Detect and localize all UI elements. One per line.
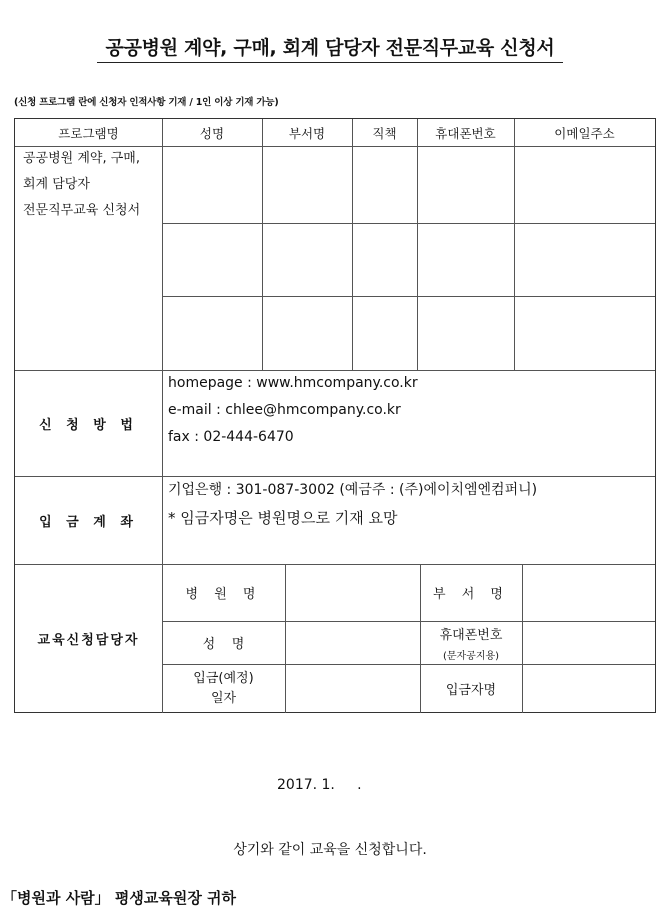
phone-label: 휴대폰번호 (439, 627, 503, 643)
applicant-3-name-field[interactable] (163, 297, 262, 370)
applicant-3-position-field[interactable] (353, 297, 417, 370)
title-underline (97, 62, 563, 63)
phone-field[interactable] (523, 622, 655, 664)
department-label: 부 서 명 (433, 587, 509, 602)
header-name: 성명 (199, 125, 225, 141)
applicant-2-phone-field[interactable] (418, 224, 514, 296)
program-name-line-3: 전문직무교육 신청서 (23, 203, 141, 218)
email-text: e-mail : chlee@hmcompany.co.kr (168, 402, 401, 418)
applicant-2-email-field[interactable] (515, 224, 655, 296)
header-program-name: 프로그램명 (58, 125, 119, 141)
applicant-1-name-field[interactable] (163, 147, 262, 223)
depositor-field[interactable] (523, 665, 655, 713)
homepage-text: homepage : www.hmcompany.co.kr (168, 375, 418, 391)
applicant-2-position-field[interactable] (353, 224, 417, 296)
name-label: 성 명 (202, 637, 245, 652)
apply-method-info (168, 370, 648, 476)
header-email: 이메일주소 (554, 125, 615, 141)
applicant-3-phone-field[interactable] (418, 297, 514, 370)
department-field[interactable] (523, 565, 655, 621)
header-phone: 휴대폰번호 (435, 125, 496, 141)
header-position: 직책 (372, 125, 397, 141)
depositor-label: 입금자명 (445, 683, 497, 698)
deposit-date-label-1: 입금(예정) (193, 670, 254, 686)
deposit-date-label-2: 일자 (210, 690, 237, 706)
hospital-name-label: 병 원 명 (185, 587, 262, 602)
deposit-date-field[interactable] (286, 665, 420, 713)
apply-method-label: 신 청 방 법 (39, 417, 138, 433)
name-field[interactable] (286, 622, 420, 664)
applicant-3-email-field[interactable] (515, 297, 655, 370)
application-date: 2017. 1. . (277, 777, 362, 793)
applicant-1-email-field[interactable] (515, 147, 655, 223)
deposit-remark-text: * 임금자명은 병원명으로 기재 요망 (168, 509, 398, 527)
form-note: (신청 프로그램 란에 신청자 인적사항 기재 / 1인 이상 기재 가능) (14, 97, 279, 108)
applicant-2-department-field[interactable] (263, 224, 352, 296)
phone-note: (문자공지용) (442, 650, 500, 662)
applicant-3-department-field[interactable] (263, 297, 352, 370)
deposit-account-label: 입 금 계 좌 (39, 514, 138, 530)
program-name-line-2: 회계 담당자 (23, 177, 90, 192)
program-name-line-1: 공공병원 계약, 구매, (23, 151, 140, 166)
hospital-name-field[interactable] (286, 565, 420, 621)
application-statement: 상기와 같이 교육을 신청합니다. (233, 842, 427, 858)
applicant-1-department-field[interactable] (263, 147, 352, 223)
phone-label-cell (420, 621, 522, 664)
application-table (14, 118, 656, 713)
form-title: 공공병원 계약, 구매, 회계 담당자 전문직무교육 신청서 (105, 37, 555, 59)
applicant-1-position-field[interactable] (353, 147, 417, 223)
deposit-date-label-cell (162, 664, 285, 713)
header-department: 부서명 (288, 125, 326, 141)
recipient-line: 「병원과 사람」 평생교육원장 귀하 (2, 889, 237, 907)
program-name-cell (23, 146, 162, 370)
deposit-account-info (168, 476, 648, 564)
applicant-2-name-field[interactable] (163, 224, 262, 296)
bank-account-text: 기업은행 : 301-087-3002 (예금주 : (주)에이치엠엔컴퍼니) (168, 482, 538, 498)
applicant-1-phone-field[interactable] (418, 147, 514, 223)
contact-person-label: 교육신청담당자 (37, 633, 140, 648)
fax-text: fax : 02-444-6470 (168, 429, 294, 445)
